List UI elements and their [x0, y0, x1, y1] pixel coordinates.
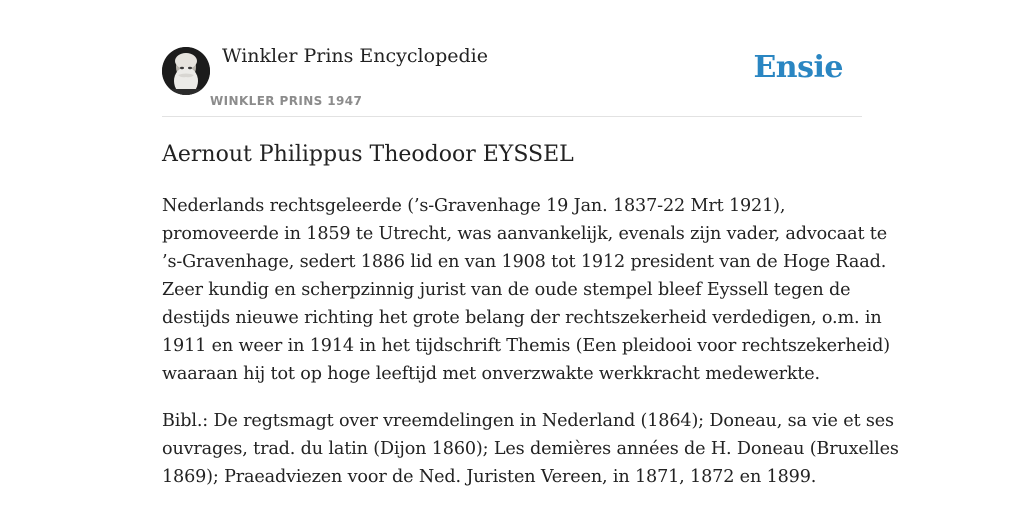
bearded-man-portrait-icon [162, 47, 210, 95]
page-header [162, 0, 862, 117]
paragraph-line: 1911 en weer in 1914 in het tijdschrift Themis (Een pleidooi voor rechtszekerheid) [162, 336, 890, 356]
paragraph-line: Bibl.: De regtsmagt over vreemdelingen in Nederland (1864); Doneau, sa vie et ses [162, 411, 894, 431]
paragraph-line: destijds nieuwe richting het grote belang der rechtszekerheid verdedigen, o.m. in [162, 308, 882, 328]
site-title-link[interactable]: Winkler Prins Encyclopedie [222, 45, 488, 67]
ensie-logo-link[interactable]: Ensie [753, 50, 843, 85]
article [162, 140, 899, 491]
source-label: WINKLER PRINS 1947 [210, 94, 363, 108]
paragraph-line: ’s-Gravenhage, sedert 1886 lid en van 1908 tot 1912 president van de Hoge Raad. [162, 252, 887, 272]
article-paragraph-bibliography [162, 407, 899, 491]
article-title: Aernout Philippus Theodoor EYSSEL [162, 142, 574, 167]
paragraph-line: Zeer kundig en scherpzinnig jurist van de oude stempel bleef Eyssell tegen de [162, 280, 851, 300]
article-paragraph-biography [162, 192, 890, 388]
paragraph-line: Nederlands rechtsgeleerde (’s-Gravenhage 19 Jan. 1837-22 Mrt 1921), [162, 196, 786, 216]
paragraph-line: promoveerde in 1859 te Utrecht, was aanvankelijk, evenals zijn vader, advocaat te [162, 224, 887, 244]
paragraph-line: 1869); Praeadviezen voor de Ned. Juristen Vereen, in 1871, 1872 en 1899. [162, 467, 817, 487]
paragraph-line: ouvrages, trad. du latin (Dijon 1860); Les demières années de H. Doneau (Bruxelles [162, 439, 899, 459]
paragraph-line: waaraan hij tot op hoge leeftijd met onverzwakte werkkracht medewerkte. [162, 364, 820, 384]
